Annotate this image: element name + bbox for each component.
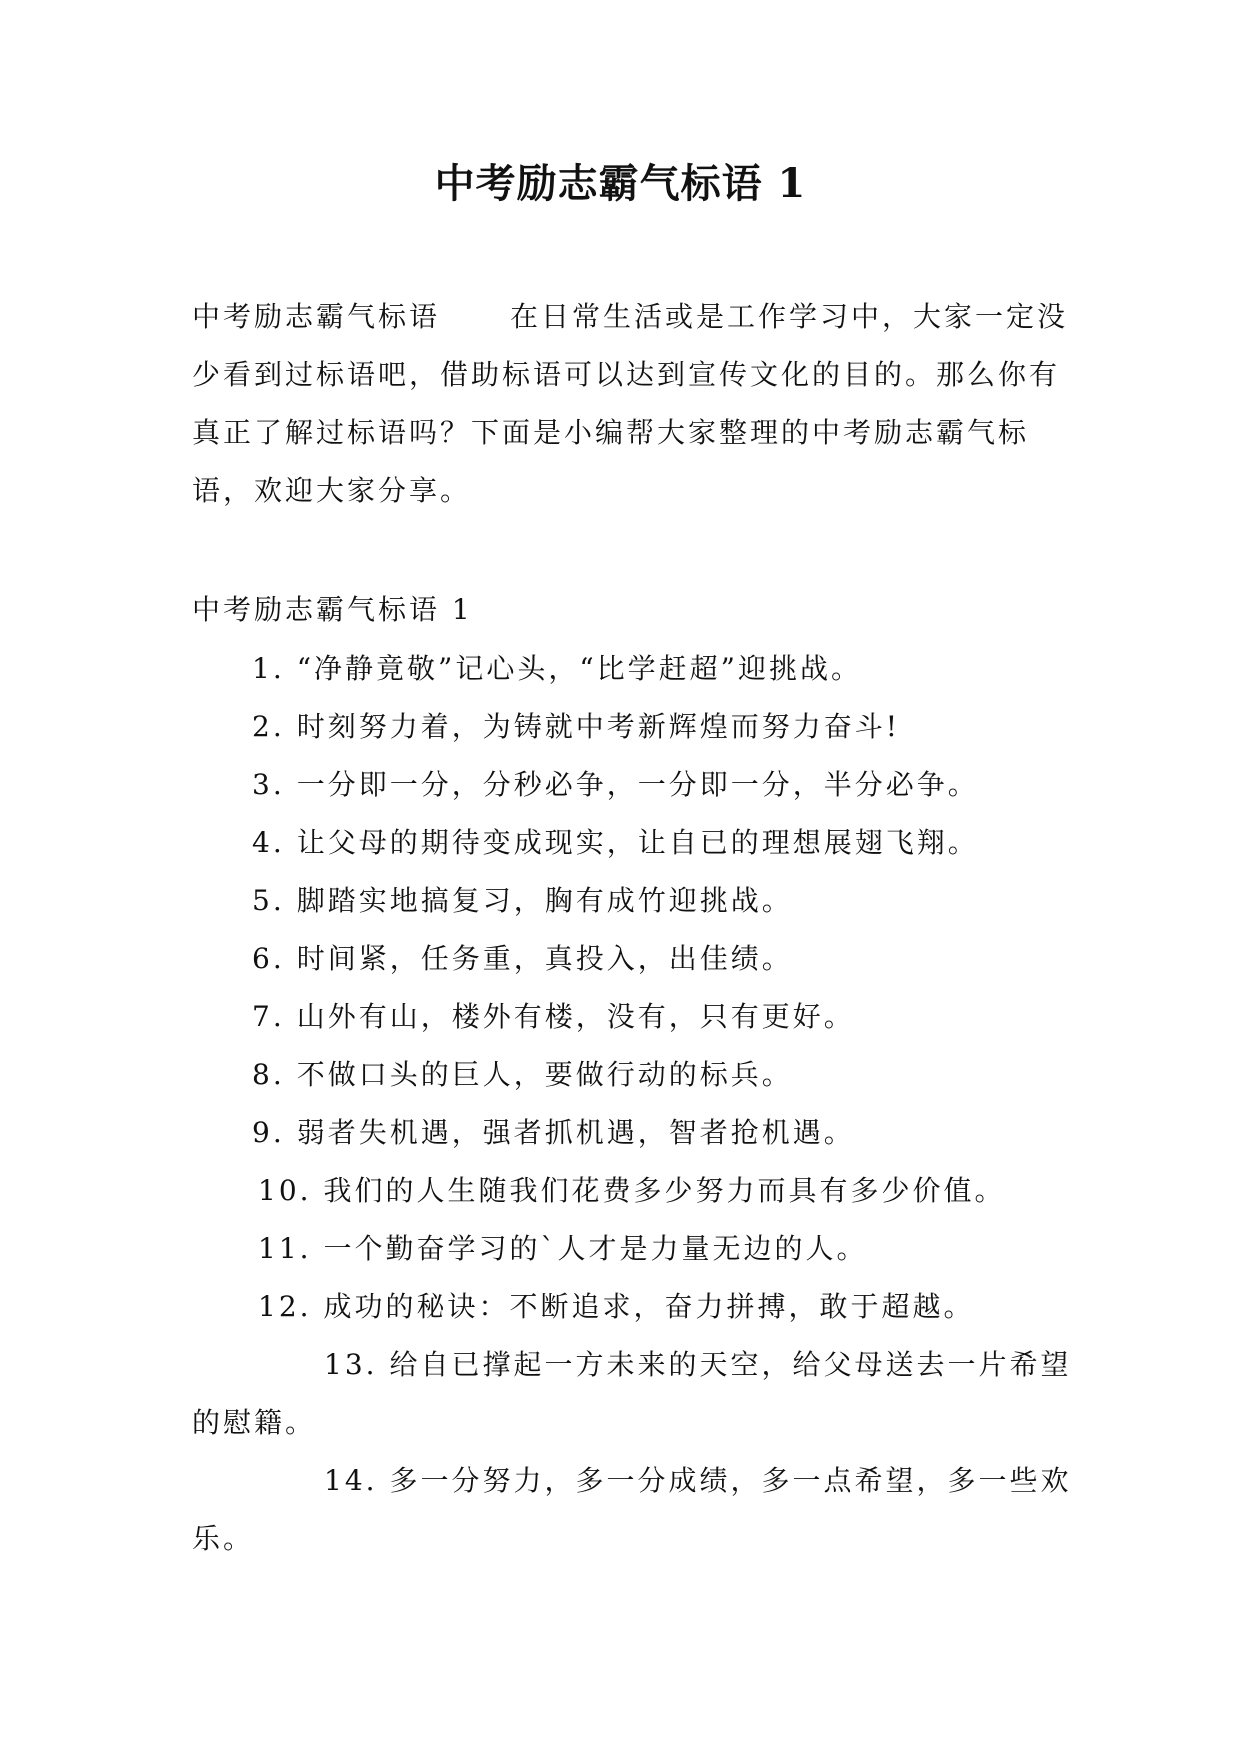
item-text: 时刻努力着，为铸就中考新辉煌而努力奋斗! xyxy=(296,710,900,743)
item-text: 山外有山，楼外有楼，没有，只有更好。 xyxy=(296,1000,855,1033)
item-number: 12. xyxy=(258,1290,312,1323)
list-item xyxy=(192,1452,1072,1568)
item-number: 4. xyxy=(252,826,285,859)
item-text: 不做口头的巨人，要做行动的标兵。 xyxy=(296,1058,793,1091)
item-number: 11. xyxy=(258,1232,312,1265)
item-text: 多一分努力，多一分成绩，多一点希望，多一些欢乐。 xyxy=(192,1464,1072,1555)
slogan-list xyxy=(192,640,1072,1568)
list-item xyxy=(192,1104,1072,1162)
item-number: 10. xyxy=(258,1174,312,1207)
item-number: 7. xyxy=(252,1000,285,1033)
item-number: 2. xyxy=(252,710,285,743)
item-number: 13. xyxy=(324,1348,378,1381)
list-item xyxy=(192,640,1072,698)
item-text: 我们的人生随我们花费多少努力而具有多少价值。 xyxy=(323,1174,1006,1207)
item-number: 8. xyxy=(252,1058,285,1091)
item-text: 一分即一分，分秒必争，一分即一分，半分必争。 xyxy=(296,768,979,801)
list-item xyxy=(192,1278,1072,1336)
item-text: 一个勤奋学习的`人才是力量无边的人。 xyxy=(323,1232,868,1265)
list-item xyxy=(192,814,1072,872)
item-number: 14. xyxy=(324,1464,378,1497)
list-item xyxy=(192,698,1072,756)
page-title: 中考励志霸气标语 1 xyxy=(434,160,807,207)
list-item xyxy=(192,1336,1072,1452)
list-item xyxy=(192,988,1072,1046)
list-item xyxy=(192,1220,1072,1278)
item-number: 9. xyxy=(252,1116,285,1149)
item-number: 3. xyxy=(252,768,285,801)
item-text: 让父母的期待变成现实，让自已的理想展翅飞翔。 xyxy=(296,826,979,859)
item-text: 脚踏实地搞复习，胸有成竹迎挑战。 xyxy=(296,884,793,917)
list-item xyxy=(192,756,1072,814)
item-text: 弱者失机遇，强者抓机遇，智者抢机遇。 xyxy=(296,1116,855,1149)
list-item xyxy=(192,872,1072,930)
item-number: 1. xyxy=(252,652,285,685)
list-item xyxy=(192,1162,1072,1220)
intro-text: 在日常生活或是工作学习中，大家一定没少看到过标语吧，借助标语可以达到宣传文化的目的。那么你有真正了解过标语吗？下面是小编帮大家整理的中考励志霸气标语，欢迎大家分享。 xyxy=(192,300,1069,507)
item-text: “净静竟敬”记心头，“比学赶超”迎挑战。 xyxy=(296,652,862,685)
section-heading: 中考励志霸气标语 1 xyxy=(192,593,473,626)
intro-paragraph xyxy=(192,288,1072,520)
list-item xyxy=(192,930,1072,988)
list-item xyxy=(192,1046,1072,1104)
item-text: 时间紧，任务重，真投入，出佳绩。 xyxy=(296,942,793,975)
item-text: 成功的秘诀：不断追求，奋力拼搏，敢于超越。 xyxy=(323,1290,975,1323)
item-number: 6. xyxy=(252,942,285,975)
item-number: 5. xyxy=(252,884,285,917)
intro-label: 中考励志霸气标语 xyxy=(192,300,441,333)
item-text: 给自已撑起一方未来的天空，给父母送去一片希望的慰籍。 xyxy=(192,1348,1072,1439)
